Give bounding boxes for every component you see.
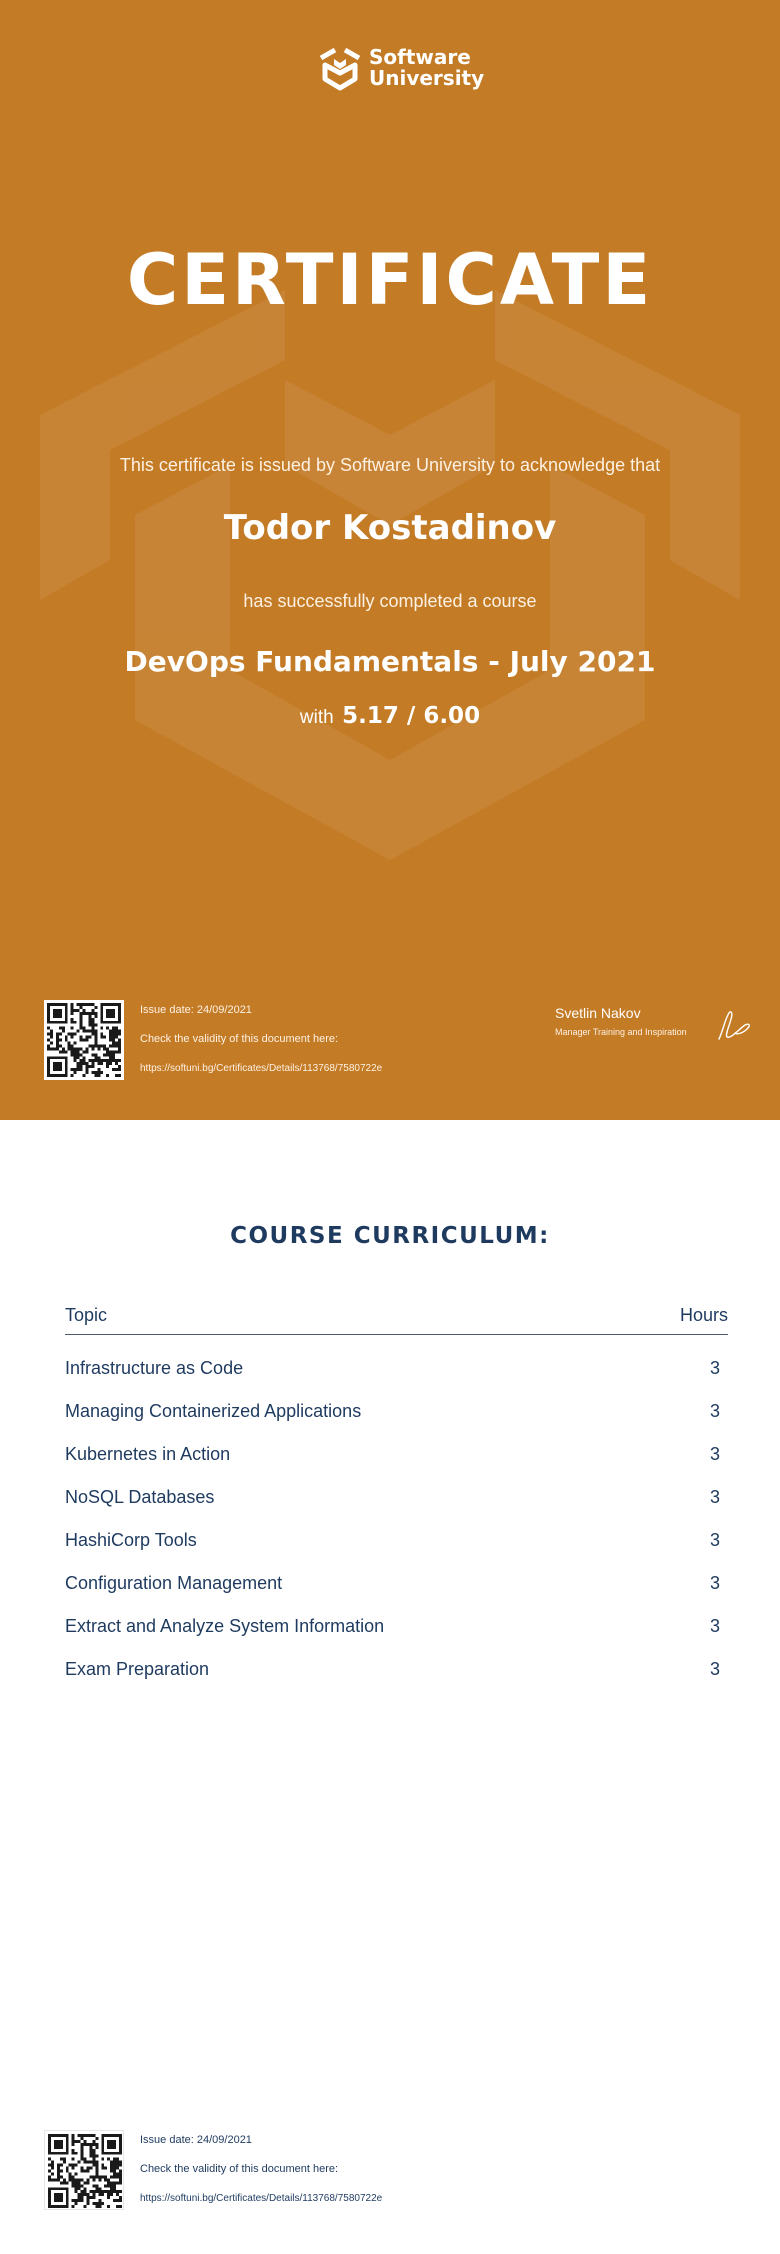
row-topic: Configuration Management [65,1573,283,1593]
softuni-logo [315,42,485,94]
row-hours: 3 [709,1616,720,1636]
table-row [65,1562,728,1605]
softuni-logo-icon [315,43,365,93]
table-row [65,1390,728,1433]
watermark-logo-icon [40,290,740,870]
row-hours: 3 [709,1659,720,1679]
certificate-panel [0,0,780,1120]
table-row [65,1519,728,1562]
curriculum-header [65,1305,728,1335]
table-row [65,1433,728,1476]
row-topic: Kubernetes in Action [65,1444,231,1464]
validity-info [140,2133,382,2220]
row-hours: 3 [709,1530,720,1550]
qr-code-icon[interactable] [44,1000,124,1080]
validity-link[interactable]: https://softuni.bg/Certificates/Details/113768/7580722e [140,1063,383,1074]
row-hours: 3 [709,1401,720,1421]
signer-block [555,1005,687,1037]
course-name: DevOps Fundamentals - July 2021 [124,645,656,678]
table-row [65,1605,728,1648]
validity-text: Check the validity of this document here: [140,1033,339,1045]
table-row [65,1648,728,1691]
row-topic: Extract and Analyze System Information [65,1616,385,1636]
issue-date: Issue date: 24/09/2021 [140,1004,252,1016]
signer-role: Manager Training and Inspiration [555,1027,687,1037]
qr-code-icon[interactable] [44,2130,124,2210]
signer-name: Svetlin Nakov [555,1005,641,1021]
row-topic: NoSQL Databases [65,1487,215,1507]
row-topic: Exam Preparation [65,1659,210,1679]
grade-prefix: with [299,707,334,728]
row-hours: 3 [709,1444,720,1464]
validity-info [140,1003,382,1090]
student-name: Todor Kostadinov [223,508,557,548]
validity-text: Check the validity of this document here: [140,2163,339,2175]
table-row [65,1347,728,1390]
row-hours: 3 [709,1358,720,1378]
curriculum-rows [65,1335,728,1691]
row-hours: 3 [709,1487,720,1507]
logo-text [369,47,484,89]
grade-value: 5.17 / 6.00 [342,703,481,729]
logo-line-2: University [369,66,485,90]
table-row [65,1476,728,1519]
issue-date: Issue date: 24/09/2021 [140,2134,252,2146]
grade-line [0,703,780,729]
signature-icon [715,1005,755,1045]
curriculum-table [65,1305,728,1691]
certificate-title: CERTIFICATE [126,239,654,321]
column-topic: Topic [65,1305,108,1325]
validity-link[interactable]: https://softuni.bg/Certificates/Details/113768/7580722e [140,2193,383,2204]
row-topic: HashiCorp Tools [65,1530,197,1550]
completed-text: has successfully completed a course [243,591,537,611]
row-topic: Infrastructure as Code [65,1358,244,1378]
curriculum-title: COURSE CURRICULUM: [230,1223,550,1249]
logo-line-1: Software [369,45,471,69]
row-hours: 3 [709,1573,720,1593]
certificate-intro: This certificate is issued by Software University to acknowledge that [119,455,661,475]
column-hours: Hours [679,1305,728,1325]
row-topic: Managing Containerized Applications [65,1401,362,1421]
